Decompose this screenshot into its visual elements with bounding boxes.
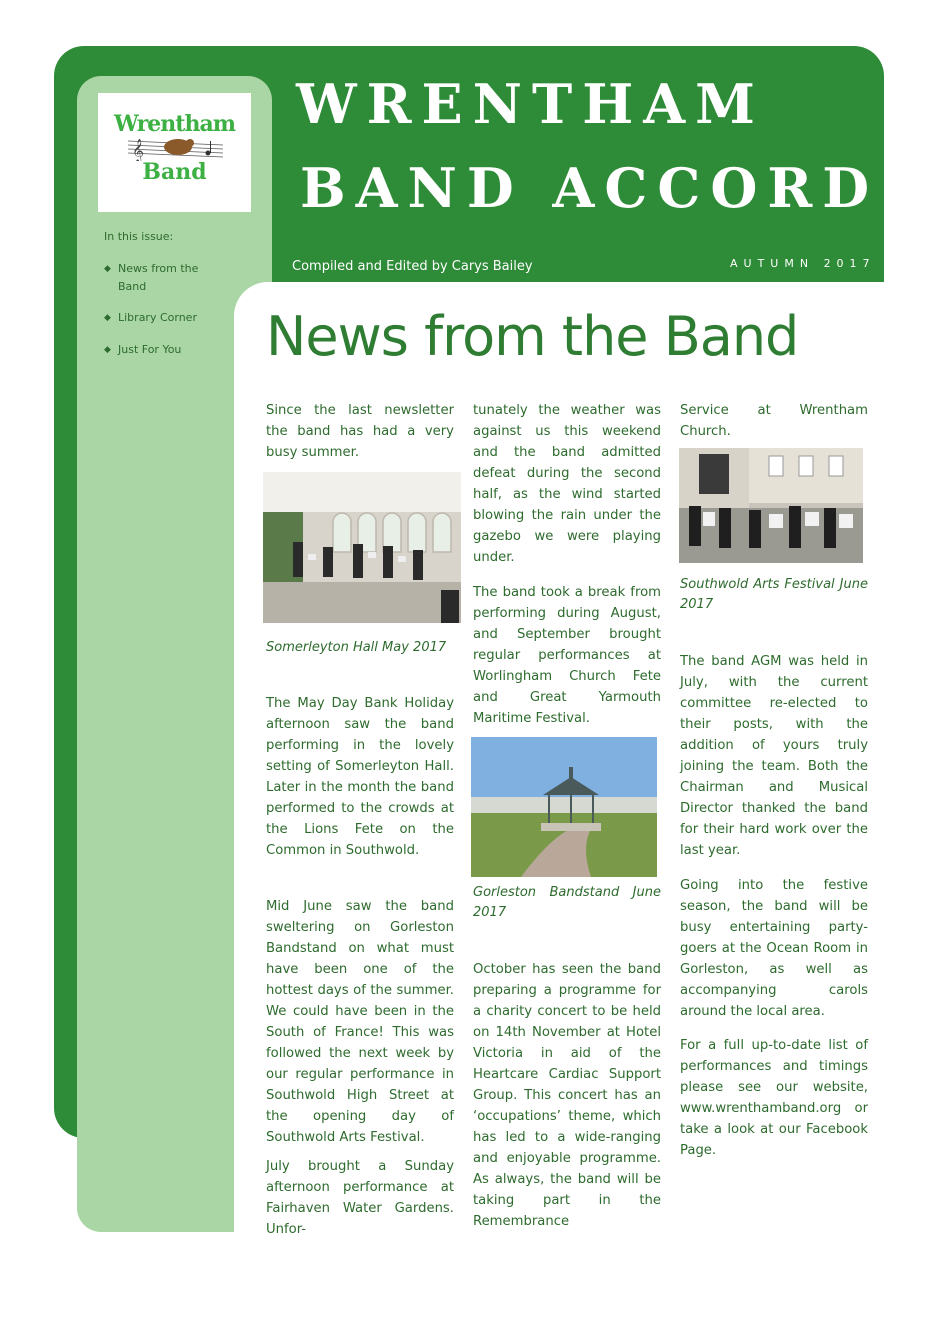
col2-paragraph: The band took a break from performing during August, and September brought regular performances at Worlingham Church Fete and Great Yarmouth Maritime Festival. <box>473 585 661 726</box>
newsletter-title-line2: BAND ACCORD <box>300 156 880 220</box>
col3-paragraph: For a full up-to-date list of performances and timings please see our website, www.wrenthamband.org or take a look at our Facebook Page. <box>680 1038 868 1158</box>
col1-paragraph: Mid June saw the band sweltering on Gorleston Bandstand on what must have been one of the hottest days of the summer. We could have been in the South of France! This was followed the next week by our regular performance in Southwold High Street at the opening day of Southwold Arts Festival. <box>266 899 454 1145</box>
col2-paragraph: October has seen the band preparing a programme for a charity concert to be held on 14th November at Hotel Victoria in aid of the Heartcare Cardiac Support Group. This concert has an ‘occupations’ theme, which has led to a wide-ranging and enjoyable programme. As always, the band will be taking part in the Remembrance <box>473 962 661 1229</box>
col1-paragraph: The May Day Bank Holiday afternoon saw the band performing in the lovely setting of Somerleyton Hall. Later in the month the band performed to the crowds at the Lions Fete on the Common in Southwold. <box>266 696 454 858</box>
band-logo <box>98 93 251 212</box>
article-headline: News from the Band <box>266 305 799 368</box>
photo-somerleyton-hall <box>263 472 461 623</box>
photo-caption: Gorleston Bandstand June 2017 <box>473 885 661 920</box>
toc-item-just-for-you[interactable] <box>104 341 214 359</box>
issue-season: AUTUMN 2017 <box>730 257 876 270</box>
bullet-icon: ◆ <box>104 264 111 274</box>
photo-gorleston-bandstand <box>471 737 657 877</box>
logo-line2: Band <box>142 159 207 185</box>
col2-paragraph: tunately the weather was against us this weekend and the band admitted defeat during the second half, as the wind started blowing the rain under the gazebo we were playing under. <box>473 403 661 565</box>
toc-label: In this issue: <box>104 230 174 243</box>
toc-item-library[interactable] <box>104 309 214 327</box>
photo-caption: Somerleyton Hall May 2017 <box>266 640 447 655</box>
logo-line1: Wrentham <box>114 111 235 137</box>
col3-paragraph: The band AGM was held in July, with the current committee re-elected to their posts, with the addition of yours truly joining the team. Both the Chairman and Musical Director thanked the band for their hard work over the last year. <box>680 654 868 858</box>
photo-caption: Southwold Arts Festival June 2017 <box>680 577 868 612</box>
toc-item-label: News from the Band <box>118 262 199 293</box>
music-staff-icon <box>128 135 223 161</box>
svg-text:𝄞: 𝄞 <box>132 138 144 161</box>
col3-paragraph: Going into the festive season, the band will be busy entertaining party-goers at the Ocean Room in Gorleston, as well as accompanying carols around the local area. <box>680 878 868 1019</box>
col1-paragraph: July brought a Sunday afternoon performance at Fairhaven Water Gardens. Unfor- <box>266 1159 454 1237</box>
bullet-icon: ◆ <box>104 345 111 355</box>
toc-item-label: Just For You <box>118 343 182 356</box>
toc-item-label: Library Corner <box>118 311 197 324</box>
newsletter-title-line1: WRENTHAM <box>296 72 765 136</box>
col3-paragraph: Service at Wrentham Church. <box>680 403 868 439</box>
editor-credit: Compiled and Edited by Carys Bailey <box>292 259 533 274</box>
col1-paragraph: Since the last newsletter the band has had a very busy summer. <box>266 403 454 460</box>
photo-southwold-arts-festival <box>679 448 863 563</box>
toc-item-news[interactable] <box>104 260 214 296</box>
bullet-icon: ◆ <box>104 313 111 323</box>
